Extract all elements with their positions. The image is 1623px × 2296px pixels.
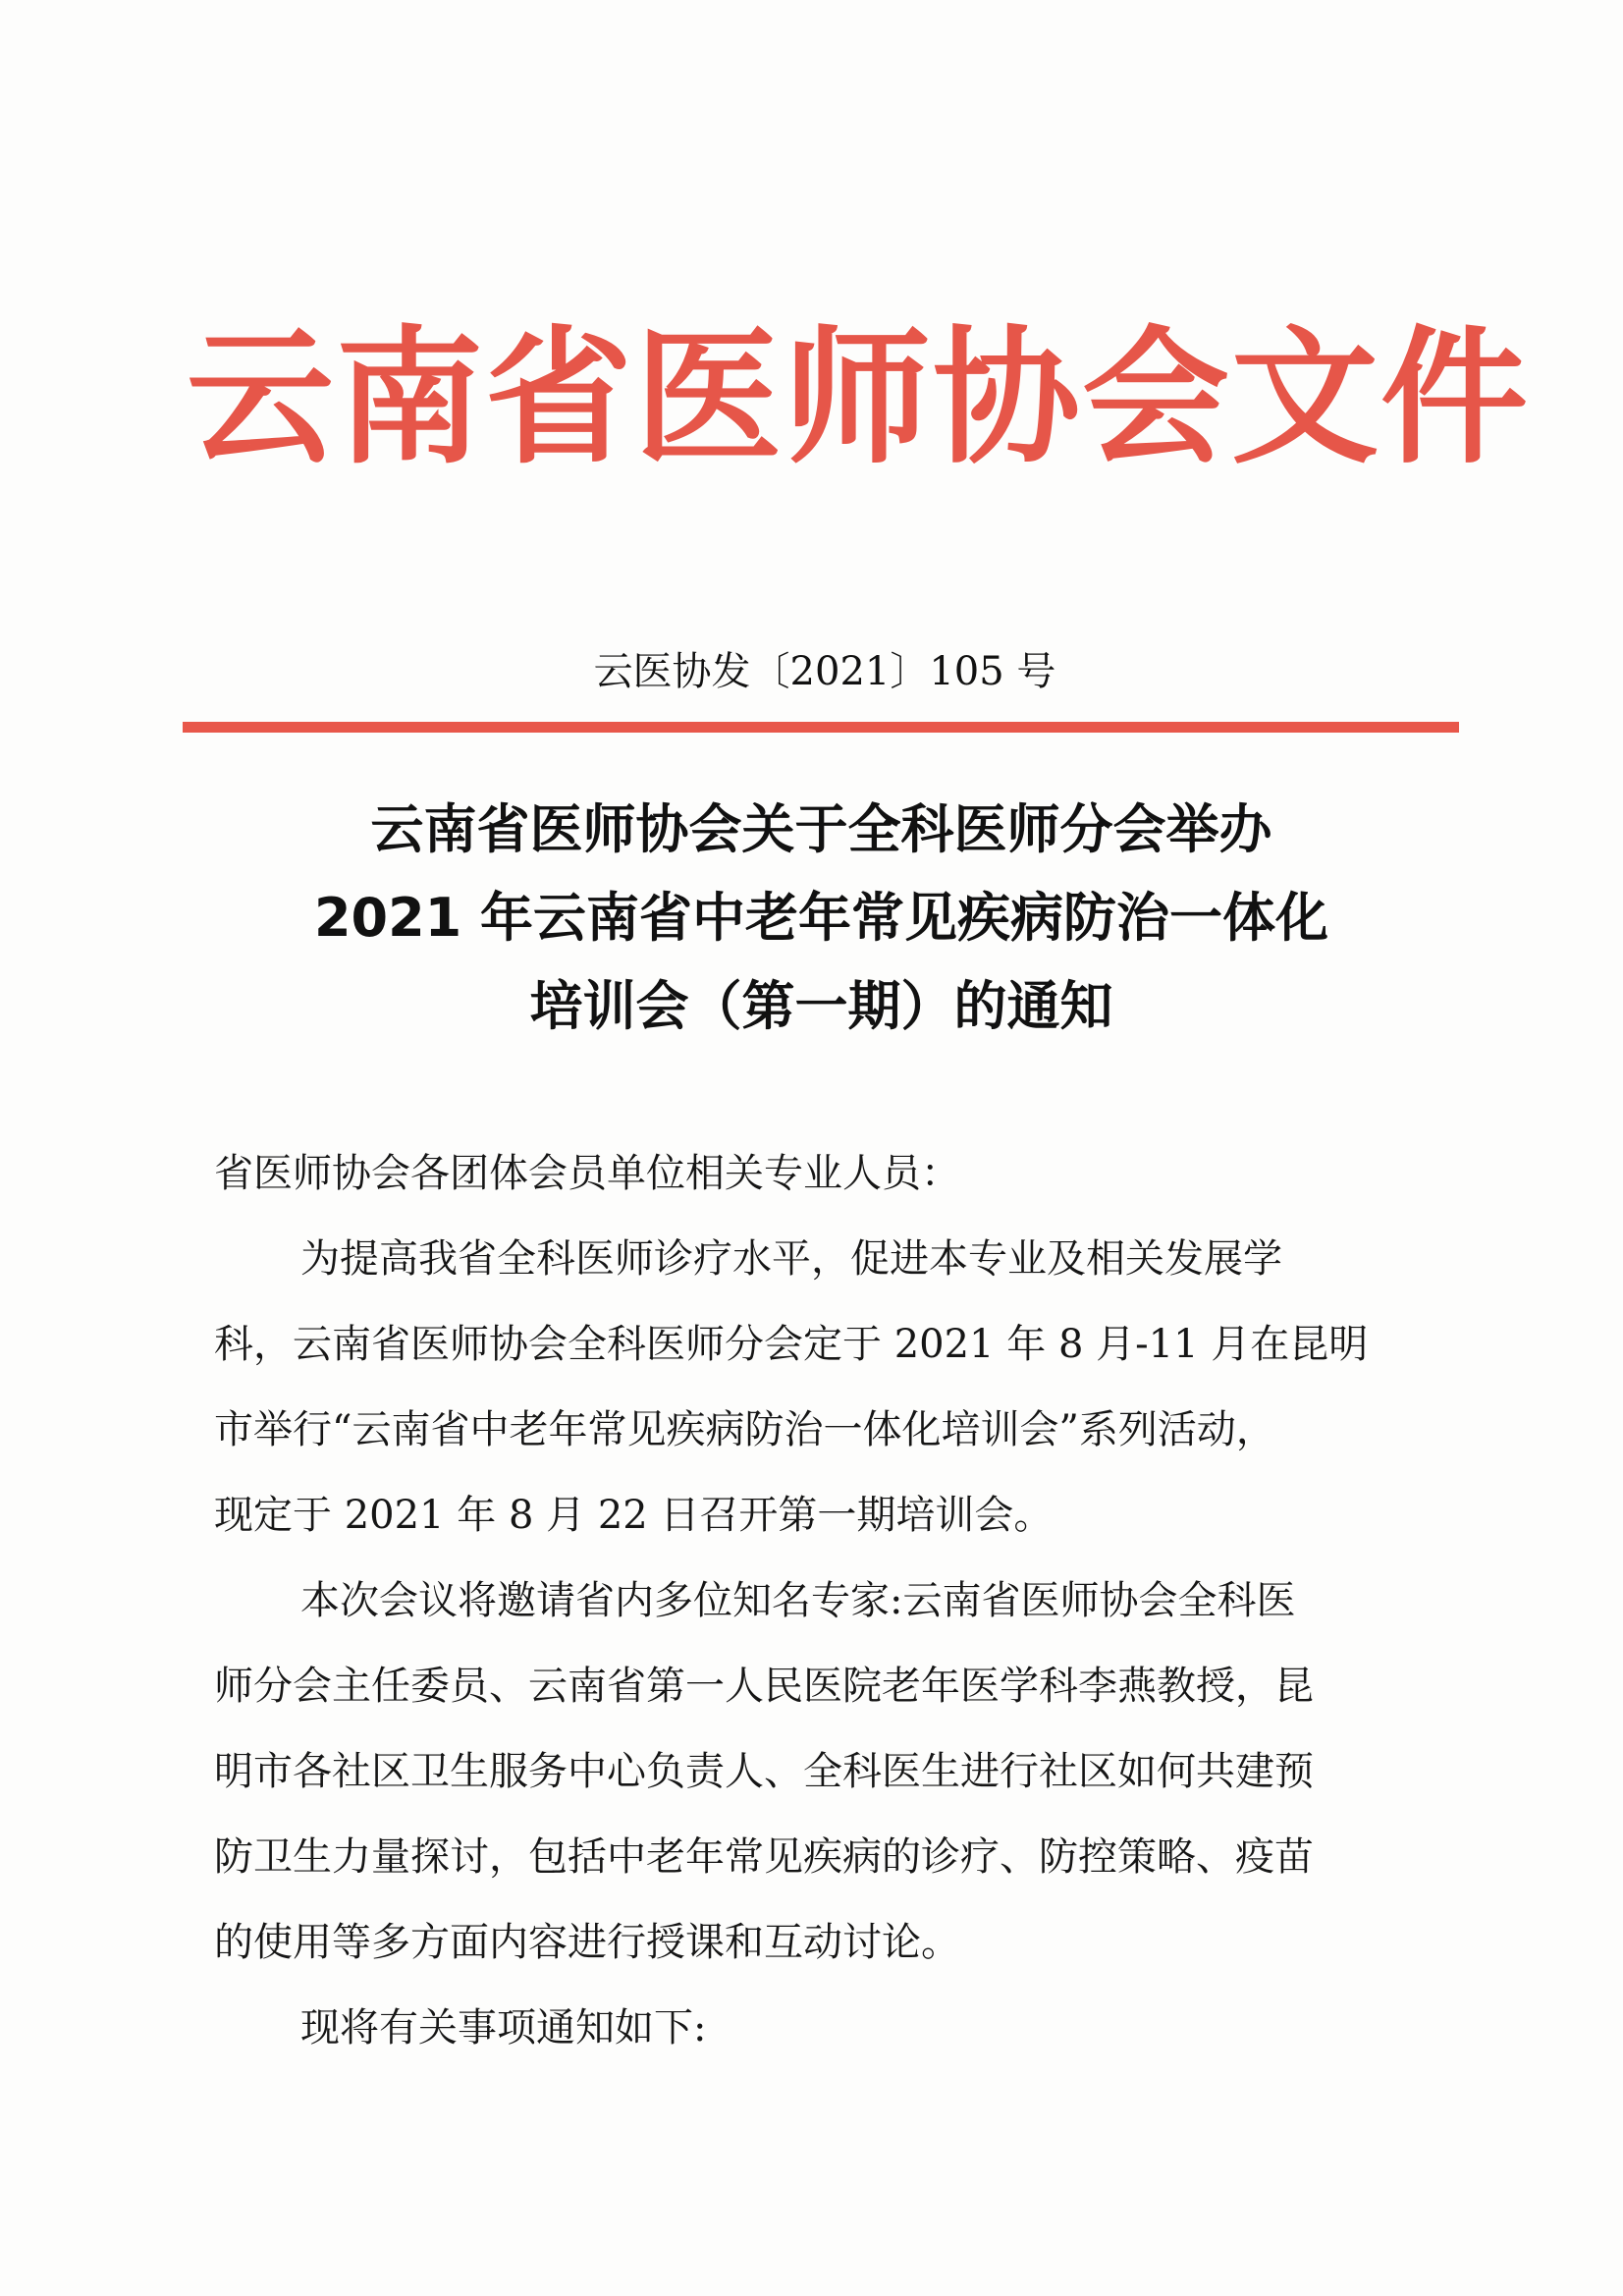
paragraph-2-line-5: 的使用等多方面内容进行授课和互动讨论。	[214, 1920, 960, 1965]
paragraph-2-line-1: 本次会议将邀请省内多位知名专家:云南省医师协会全科医	[300, 1578, 1296, 1623]
paragraph-1	[214, 1217, 1432, 1558]
paragraph-2-line-3: 明市各社区卫生服务中心负责人、全科医生进行社区如何共建预	[214, 1749, 1314, 1794]
notice-title-line-3: 培训会（第一期）的通知	[529, 975, 1113, 1037]
paragraph-3-line-1: 现将有关事项通知如下:	[300, 2005, 707, 2050]
paragraph-1-line-2: 科，云南省医师协会全科医师分会定于 2021 年 8 月-11 月在昆明	[214, 1322, 1369, 1367]
paragraph-2	[214, 1558, 1432, 1986]
paragraph-2-line-2: 师分会主任委员、云南省第一人民医院老年医学科李燕教授，昆	[214, 1664, 1314, 1709]
paragraph-1-line-4: 现定于 2021 年 8 月 22 日召开第一期培训会。	[214, 1493, 1054, 1538]
notice-title-line-1: 云南省医师协会关于全科医师分会举办	[370, 798, 1272, 860]
paragraph-3	[214, 1986, 1432, 2071]
red-divider-line	[183, 722, 1459, 733]
document-body	[214, 1131, 1432, 2071]
salutation: 省医师协会各团体会员单位相关专业人员：	[214, 1151, 960, 1196]
notice-title	[157, 786, 1486, 1051]
masthead-title: 云南省医师协会文件	[187, 311, 1531, 484]
notice-title-line-2: 2021 年云南省中老年常见疾病防治一体化	[313, 887, 1329, 949]
paragraph-1-line-1: 为提高我省全科医师诊疗水平，促进本专业及相关发展学	[300, 1236, 1282, 1282]
paragraph-1-line-3: 市举行“云南省中老年常见疾病防治一体化培训会”系列活动，	[214, 1407, 1275, 1452]
paragraph-2-line-4: 防卫生力量探讨，包括中老年常见疾病的诊疗、防控策略、疫苗	[214, 1834, 1314, 1880]
document-number: 云医协发〔2021〕105 号	[593, 649, 1056, 694]
